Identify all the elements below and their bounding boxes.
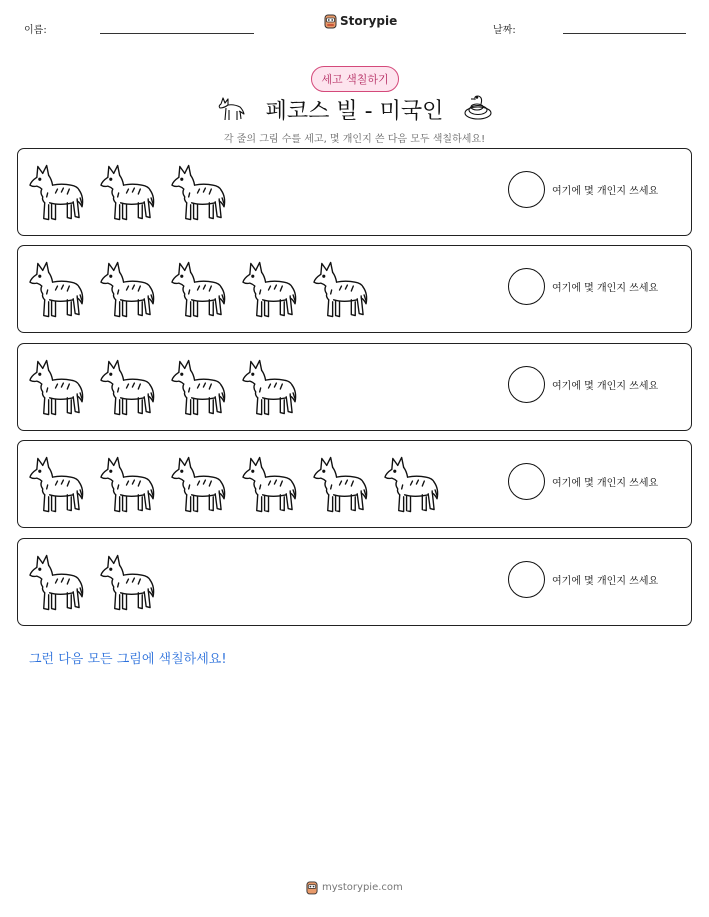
- instructions: 각 줄의 그림 수를 세고, 몇 개인지 쓴 다음 모두 색칠하세요!: [223, 134, 486, 145]
- answer-circle[interactable]: [508, 366, 545, 403]
- wolf-icon[interactable]: [28, 259, 85, 321]
- wolf-icon[interactable]: [383, 454, 440, 516]
- answer-label: 여기에 몇 개인지 쓰세요: [552, 283, 659, 294]
- answer-circle[interactable]: [508, 463, 545, 500]
- wolf-icon[interactable]: [312, 259, 369, 321]
- wolf-icon[interactable]: [99, 454, 156, 516]
- storypie-mascot-icon: [306, 880, 318, 895]
- wolf-icon[interactable]: [241, 454, 298, 516]
- date-label: 날짜:: [493, 25, 516, 36]
- wolf-group: [28, 254, 369, 326]
- wolf-icon[interactable]: [28, 552, 85, 614]
- wolf-icon[interactable]: [28, 357, 85, 419]
- wolf-icon[interactable]: [99, 357, 156, 419]
- coloring-note: 그런 다음 모든 그림에 색칠하세요!: [29, 652, 227, 667]
- wolf-icon[interactable]: [241, 259, 298, 321]
- brand-logo: [324, 13, 397, 29]
- title-row: [0, 92, 709, 128]
- answer-label: 여기에 몇 개인지 쓰세요: [552, 576, 659, 587]
- answer-label: 여기에 몇 개인지 쓰세요: [552, 186, 659, 197]
- page-title: 페코스 빌 - 미국인: [265, 99, 444, 124]
- wolf-group: [28, 157, 227, 229]
- count-row: [17, 245, 692, 333]
- wolf-group: [28, 352, 298, 424]
- site-footer: [306, 880, 403, 895]
- name-label: 이름:: [24, 25, 47, 36]
- wolf-group: [28, 547, 156, 619]
- count-row: [17, 440, 692, 528]
- answer-circle[interactable]: [508, 268, 545, 305]
- answer-label: 여기에 몇 개인지 쓰세요: [552, 381, 659, 392]
- wolf-icon[interactable]: [170, 357, 227, 419]
- wolf-icon[interactable]: [312, 454, 369, 516]
- count-row: [17, 343, 692, 431]
- count-row: [17, 148, 692, 236]
- rattlesnake-icon: [463, 93, 493, 121]
- wolf-icon[interactable]: [241, 357, 298, 419]
- wolf-icon[interactable]: [99, 552, 156, 614]
- answer-circle[interactable]: [508, 561, 545, 598]
- name-line[interactable]: [100, 33, 254, 34]
- wolf-icon[interactable]: [99, 162, 156, 224]
- wolf-icon[interactable]: [170, 259, 227, 321]
- wolf-icon[interactable]: [170, 162, 227, 224]
- wolf-icon[interactable]: [28, 162, 85, 224]
- date-line[interactable]: [563, 33, 686, 34]
- storypie-mascot-icon: [324, 13, 337, 29]
- wolf-icon[interactable]: [99, 259, 156, 321]
- wolf-icon[interactable]: [170, 454, 227, 516]
- site-url: mystorypie.com: [322, 882, 403, 893]
- brand-name: Storypie: [340, 14, 398, 28]
- wolf-icon[interactable]: [28, 454, 85, 516]
- answer-circle[interactable]: [508, 171, 545, 208]
- wolf-group: [28, 449, 440, 521]
- activity-badge: 세고 색칠하기: [311, 66, 399, 92]
- answer-label: 여기에 몇 개인지 쓰세요: [552, 478, 659, 489]
- count-row: [17, 538, 692, 626]
